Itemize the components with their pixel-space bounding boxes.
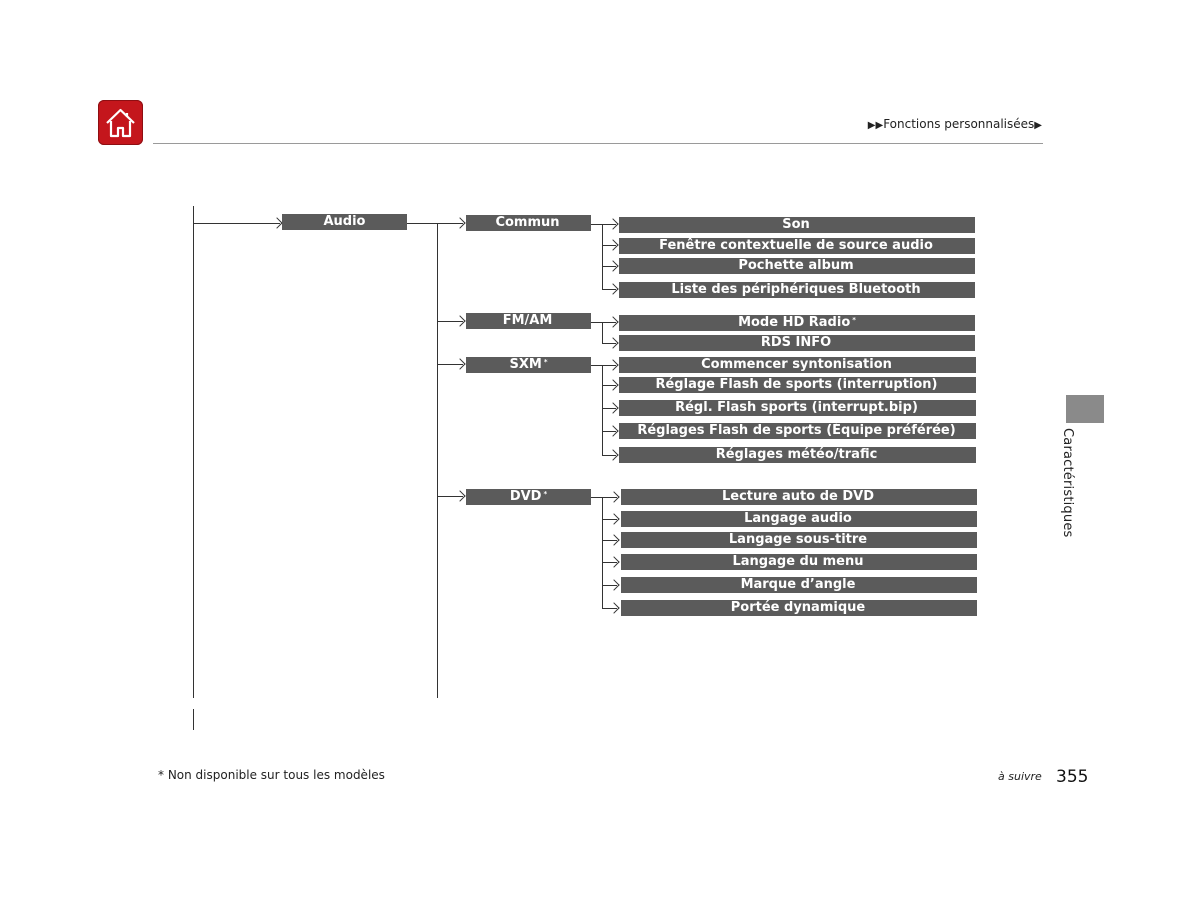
menu-group-label: DVD — [509, 489, 542, 504]
arrow-icon — [607, 402, 618, 413]
arrow-icon — [454, 315, 465, 326]
menu-group-label: Commun — [495, 215, 560, 230]
menu-item[interactable] — [619, 282, 975, 298]
footnote-star: * — [543, 358, 548, 366]
continue-label[interactable]: à suivre — [998, 770, 1042, 783]
breadcrumb-prefix-icon: ▶▶ — [867, 120, 884, 131]
menu-item-label: Langage audio — [744, 511, 852, 526]
footnote-star: * — [543, 490, 548, 498]
arrow-icon — [608, 602, 619, 613]
arrow-icon — [607, 337, 618, 348]
menu-item[interactable] — [619, 447, 976, 463]
arrow-icon — [608, 513, 619, 524]
menu-item-label: Langage du menu — [732, 554, 864, 569]
menu-group-label: SXM — [509, 357, 542, 372]
menu-item-label: Commencer syntonisation — [701, 357, 892, 372]
menu-item-label: Réglage Flash de sports (interruption) — [655, 377, 938, 392]
arrow-icon — [607, 425, 618, 436]
menu-audio[interactable] — [282, 214, 407, 230]
menu-item[interactable] — [621, 554, 977, 570]
menu-item[interactable] — [619, 238, 975, 254]
page-number: 355 — [1056, 767, 1089, 787]
arrow-icon — [271, 217, 282, 228]
arrow-icon — [607, 449, 618, 460]
menu-group[interactable] — [466, 489, 591, 505]
menu-group[interactable] — [466, 215, 591, 231]
arrow-icon — [607, 260, 618, 271]
menu-item[interactable] — [619, 335, 975, 351]
menu-item-label: Mode HD Radio — [738, 315, 851, 330]
tree-connector — [591, 497, 602, 498]
menu-group[interactable] — [466, 313, 591, 329]
menu-item[interactable] — [619, 400, 976, 416]
arrow-icon — [608, 579, 619, 590]
menu-item-label: Fenêtre contextuelle de source audio — [659, 238, 933, 253]
tree-connector — [407, 223, 437, 224]
footnote: * Non disponible sur tous les modèles — [158, 768, 385, 782]
menu-item-label: Portée dynamique — [730, 600, 866, 615]
tree-branch-line — [602, 224, 603, 289]
arrow-icon — [607, 239, 618, 250]
arrow-icon — [608, 491, 619, 502]
arrow-icon — [607, 316, 618, 327]
arrow-icon — [607, 379, 618, 390]
menu-item-label: RDS INFO — [760, 335, 832, 350]
menu-item[interactable] — [619, 423, 976, 439]
tree-audio-line — [437, 223, 438, 698]
menu-item-label: Régl. Flash sports (interrupt.bip) — [675, 400, 918, 415]
arrow-icon — [607, 283, 618, 294]
breadcrumb-suffix-icon: ▶ — [1034, 120, 1042, 131]
tree-branch-line — [602, 322, 603, 343]
arrow-icon — [607, 218, 618, 229]
menu-item[interactable] — [621, 532, 977, 548]
menu-audio-label: Audio — [323, 214, 366, 229]
tree-branch-line — [602, 365, 603, 455]
tree-branch-line — [602, 497, 603, 608]
section-tab-label: Caractéristiques — [1060, 428, 1075, 538]
menu-item[interactable] — [621, 577, 977, 593]
menu-item[interactable] — [619, 258, 975, 274]
menu-item-label: Marque d’angle — [740, 577, 856, 592]
menu-item[interactable] — [619, 357, 976, 373]
menu-item-label: Son — [782, 217, 810, 232]
menu-item[interactable] — [621, 511, 977, 527]
breadcrumb-text[interactable]: Fonctions personnalisées — [883, 117, 1035, 131]
tree-root-line-tail — [193, 709, 194, 730]
tree-connector — [591, 322, 602, 323]
arrow-icon — [608, 534, 619, 545]
footnote-star: * — [852, 316, 856, 324]
menu-item[interactable] — [619, 377, 976, 393]
tree-connector — [591, 365, 602, 366]
menu-item-label: Pochette album — [738, 258, 854, 273]
arrow-icon — [454, 490, 465, 501]
menu-item[interactable] — [621, 489, 977, 505]
menu-item[interactable] — [619, 315, 975, 331]
menu-item-label: Lecture auto de DVD — [721, 489, 875, 504]
menu-group[interactable] — [466, 357, 591, 373]
arrow-icon — [608, 556, 619, 567]
arrow-icon — [454, 358, 465, 369]
menu-item-label: Réglages météo/trafic — [715, 447, 878, 462]
menu-item-label: Langage sous-titre — [728, 532, 868, 547]
arrow-icon — [454, 217, 465, 228]
menu-item-label: Réglages Flash de sports (Équipe préférée) — [637, 423, 956, 438]
menu-group-label: FM/AM — [502, 313, 553, 328]
menu-item[interactable] — [621, 600, 977, 616]
menu-item-label: Liste des périphériques Bluetooth — [671, 282, 921, 297]
menu-item[interactable] — [619, 217, 975, 233]
tree-root-line — [193, 206, 194, 698]
arrow-icon — [607, 359, 618, 370]
tree-connector — [193, 223, 280, 224]
tree-connector — [591, 224, 602, 225]
